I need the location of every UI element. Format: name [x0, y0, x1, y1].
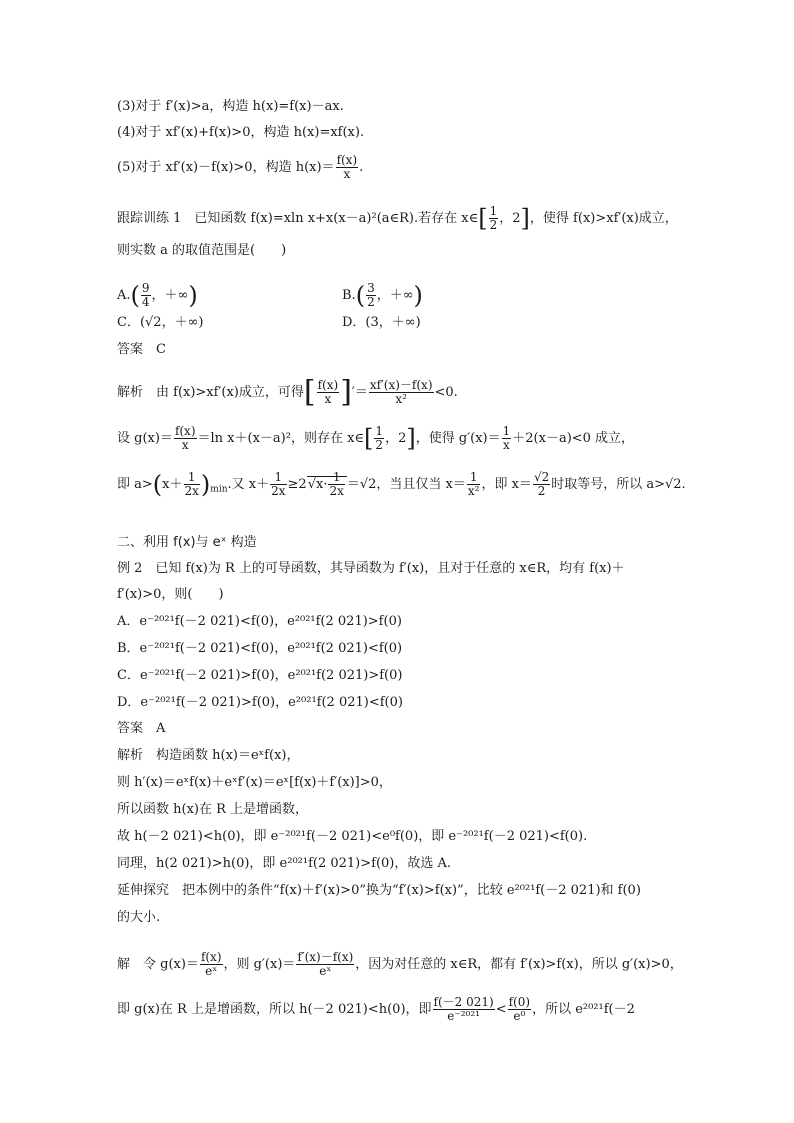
section-title-2: 二、利用 f(x)与 eˣ 构造	[117, 535, 257, 550]
solution-1-line-1: 解析 由 f(x)>xf′(x)成立，可得[ $\frac{f(x)}{x}$ ]′＝ $\frac{xf'(x)-f(x)}{\text{x²}}$ <0.	[117, 374, 458, 410]
rule-5: (5)对于 xf′(x)－f(x)>0，构造 h(x)＝ $\frac{f(x)}{x}$ .	[117, 153, 364, 181]
extension-question-cont: 的大小.	[117, 910, 161, 925]
example-2-stem-cont: f′(x)>0，则( )	[117, 587, 224, 602]
extension-solution-line-1: 解 令 g(x)＝ $\frac{f(x)}{\text{eˣ}}$ ，则 g′(x)＝ $\frac{f'(x)-f(x)}{\text{eˣ}}$ ，因为对任意的 x∈R，都有 f′(x)>f(x)，所以 g′(x)>0，	[117, 950, 683, 978]
solution-1-line-3: 即 a>(x＋ $\frac{1}{2x}$ )$_{min}$.又 x＋ $\frac{1}{2x}$ ≥2√x· $\frac{1}{2x}$ ＝√2，当且仅当 x＝ $\frac{1}{\text{x²}}$ ，即 x＝ $\frac{√2}{2}$ 时取等号，所以 a>√2.	[117, 470, 686, 499]
rule-3: (3)对于 f′(x)>a，构造 h(x)=f(x)－ax.	[117, 99, 344, 114]
example-2-option-c: C．e⁻²⁰²¹f(－2 021)>f(0)，e²⁰²¹f(2 021)>f(0)	[117, 668, 403, 683]
rule-4: (4)对于 xf′(x)+f(x)>0，构造 h(x)=xf(x).	[117, 125, 365, 140]
exercise-1-question: 则实数 a 的取值范围是( )	[117, 243, 287, 258]
fraction: $\frac{f(x)}{x}$	[336, 153, 358, 181]
solution-2-line-4: 故 h(－2 021)<h(0)，即 e⁻²⁰²¹f(－2 021)<e⁰f(0)，即 e⁻²⁰²¹f(－2 021)<f(0).	[117, 829, 588, 844]
solution-2-line-2: 则 h′(x)＝eˣf(x)＋eˣf′(x)＝eˣ[f(x)＋f′(x)]>0，	[117, 775, 392, 790]
example-2-option-d: D．e⁻²⁰²¹f(－2 021)>f(0)，e²⁰²¹f(2 021)<f(0)	[117, 695, 403, 710]
solution-2-line-5: 同理，h(2 021)>h(0)，即 e²⁰²¹f(2 021)>f(0)，故选 A.	[117, 856, 452, 871]
option-c: C．(√2，＋∞)	[117, 315, 204, 330]
option-a: A.( $\frac{9}{4}$ ，＋∞)	[117, 281, 198, 310]
example-2-stem: 例 2 已知 f(x)为 R 上的可导函数，其导函数为 f′(x)，且对于任意的 x∈R，均有 f(x)＋	[117, 561, 625, 576]
solution-2-line-1: 解析 构造函数 h(x)＝eˣf(x)，	[117, 748, 300, 763]
solution-1-line-2: 设 g(x)＝ $\frac{f(x)}{x}$ ＝ln x＋(x－a)²，则存在 x∈[ $\frac{1}{2}$ ，2]，使得 g′(x)＝ $\frac{1}{x}$ ＋2(x－a)<0 成立，	[117, 424, 635, 453]
exercise-1-stem: 跟踪训练 1 已知函数 f(x)=xln x+x(x－a)²(a∈R).若存在 x∈[ $\frac{1}{2}$ ，2]，使得 f(x)>xf′(x)成立，	[117, 204, 678, 233]
answer-2: 答案 A	[117, 721, 166, 736]
option-b: B.( $\frac{3}{2}$ ，＋∞)	[342, 281, 423, 310]
example-2-option-a: A．e⁻²⁰²¹f(－2 021)<f(0)，e²⁰²¹f(2 021)>f(0)	[117, 614, 402, 629]
example-2-option-b: B．e⁻²⁰²¹f(－2 021)<f(0)，e²⁰²¹f(2 021)<f(0)	[117, 641, 403, 656]
extension-question: 延伸探究 把本例中的条件“f(x)＋f′(x)>0”换为“f′(x)>f(x)”，比较 e²⁰²¹f(－2 021)和 f(0)	[117, 883, 641, 898]
solution-2-line-3: 所以函数 h(x)在 R 上是增函数，	[117, 802, 309, 817]
option-d: D．(3，＋∞)	[342, 315, 421, 330]
answer-1: 答案 C	[117, 342, 166, 357]
extension-solution-line-2: 即 g(x)在 R 上是增函数，所以 h(－2 021)<h(0)，即 $\frac{f(-2 021)}{\text{e⁻²⁰²¹}}$ < $\frac{f(0)}{\text{e⁰}}$ ，所以 e²⁰²¹f(－2	[117, 995, 635, 1023]
